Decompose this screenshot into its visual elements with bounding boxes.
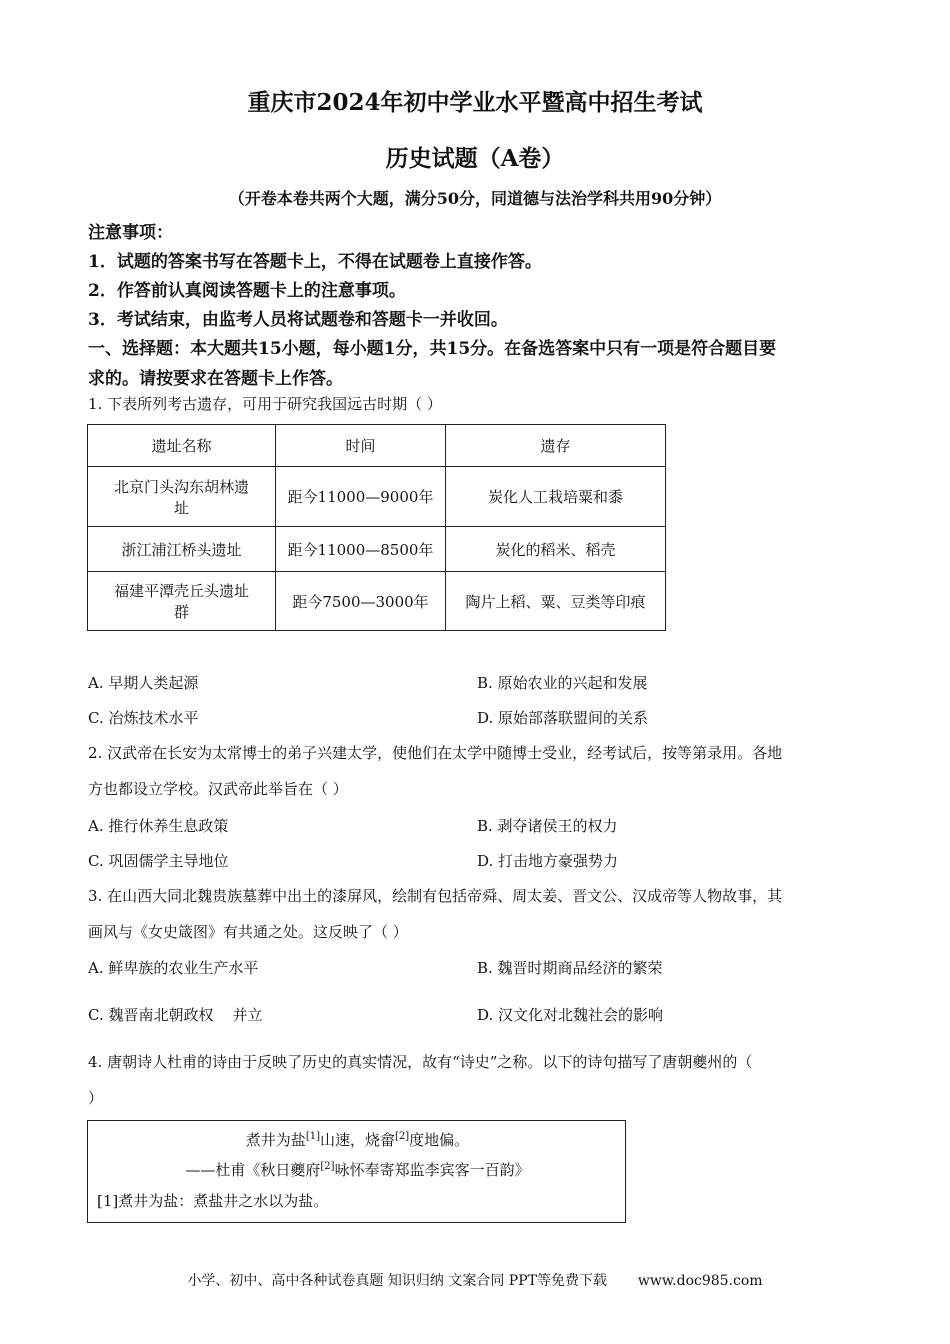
footnote-marker: [2] — [395, 1131, 410, 1142]
q3-option-d: D. 汉文化对北魏社会的影响 — [477, 1006, 664, 1024]
q2-option-a: A. 推行休养生息政策 — [88, 817, 229, 835]
exam-title: 重庆市2024年初中学业水平暨高中招生考试 — [247, 89, 703, 116]
poem-footnote: [1]煮井为盐：煮盐井之水以为盐。 — [97, 1192, 329, 1210]
q3-option-a: A. 鲜卑族的农业生产水平 — [88, 959, 259, 977]
question-3-stem: 3. 在山西大同北魏贵族墓葬中出土的漆屏风，绘制有包括帝舜、周太姜、晋文公、汉成帝等人物故事，其 — [88, 887, 783, 905]
poem-line — [88, 1129, 627, 1150]
question-3-stem-cont: 画风与《女史箴图》有共通之处。这反映了（ ） — [88, 923, 408, 941]
time-cell: 距今11000—9000年 — [276, 467, 446, 527]
poem-source — [88, 1159, 627, 1180]
section-instructions: 一、选择题：本大题共15小题，每小题1分，共15分。在备选答案中只有一项是符合题目要 — [88, 339, 777, 359]
question-2-stem: 2. 汉武帝在长安为太常博士的弟子兴建太学，使他们在太学中随博士受业，经考试后，按等第录用。各地 — [88, 744, 783, 762]
table-row — [88, 527, 666, 572]
exam-subtitle: 历史试题（A卷） — [385, 145, 565, 172]
table-header: 时间 — [276, 425, 446, 467]
poem-source-box — [87, 1120, 626, 1223]
question-4-stem: 4. 唐朝诗人杜甫的诗由于反映了历史的真实情况，故有“诗史”之称。以下的诗句描写了唐朝夔州的（ — [88, 1053, 753, 1071]
q1-option-d: D. 原始部落联盟间的关系 — [477, 709, 649, 727]
time-cell: 距今7500—3000年 — [276, 572, 446, 631]
relic-cell: 炭化的稻米、稻壳 — [446, 527, 666, 572]
table-header-row — [88, 425, 666, 467]
notice-item: 1．试题的答案书写在答题卡上，不得在试题卷上直接作答。 — [88, 252, 542, 272]
footer-site-link[interactable]: www.doc985.com — [637, 1273, 763, 1289]
table-header: 遗存 — [446, 425, 666, 467]
site-name-wrap: 群 — [173, 603, 189, 621]
q1-option-c: C. 冶炼技术水平 — [88, 709, 199, 727]
site-name: 福建平潭壳丘头遗址 — [113, 582, 249, 600]
site-name-cell — [88, 527, 276, 572]
relic-cell: 炭化人工栽培粟和黍 — [446, 467, 666, 527]
q1-option-b: B. 原始农业的兴起和发展 — [477, 674, 648, 692]
q2-option-b: B. 剥夺诸侯王的权力 — [477, 817, 618, 835]
poem-source-text: ——杜甫《秋日夔府 — [185, 1161, 321, 1179]
site-name: 北京门头沟东胡林遗 — [113, 477, 249, 496]
section-instructions-cont: 求的。请按要求在答题卡上作答。 — [88, 369, 343, 389]
time-cell: 距今11000—8500年 — [276, 527, 446, 572]
q2-option-c: C. 巩固儒学主导地位 — [88, 852, 229, 870]
exam-note: （开卷本卷共两个大题，满分50分，同道德与法治学科共用90分钟） — [228, 189, 722, 208]
question-2-stem-cont: 方也都设立学校。汉武帝此举旨在（ ） — [88, 780, 348, 798]
poem-source-text: 咏怀奉寄郑监李宾客一百韵》 — [334, 1161, 530, 1179]
table-row — [88, 467, 666, 527]
notice-item: 2．作答前认真阅读答题卡上的注意事项。 — [88, 281, 406, 301]
site-name: 浙江浦江桥头遗址 — [121, 540, 242, 559]
question-1-stem: 1. 下表所列考古遗存，可用于研究我国远古时期（ ） — [88, 395, 442, 413]
site-name-wrap: 址 — [173, 498, 189, 517]
footnote-marker: [1] — [305, 1131, 320, 1142]
q1-option-a: A. 早期人类起源 — [88, 674, 199, 692]
footer-text: 小学、初中、高中各种试卷真题 知识归纳 文案合同 PPT等免费下载 — [187, 1273, 607, 1289]
notice-item: 3．考试结束，由监考人员将试题卷和答题卡一并收回。 — [88, 310, 508, 330]
site-name-cell — [88, 467, 276, 527]
table-header: 遗址名称 — [88, 425, 276, 467]
relics-table — [87, 424, 666, 631]
q2-option-d: D. 打击地方豪强势力 — [477, 852, 619, 870]
site-name-cell — [88, 572, 276, 631]
page-footer — [0, 1270, 950, 1290]
notices-heading: 注意事项： — [88, 223, 173, 243]
q3-option-c: C. 魏晋南北朝政权 并立 — [88, 1006, 263, 1024]
table-row — [88, 572, 666, 631]
question-4-stem-cont: ） — [88, 1089, 104, 1107]
relic-cell: 陶片上稻、粟、豆类等印痕 — [446, 572, 666, 631]
poem-text: 山速，烧畲 — [319, 1131, 395, 1149]
footnote-marker: [2] — [320, 1161, 335, 1172]
poem-text: 度地偏。 — [409, 1131, 470, 1149]
poem-text: 煮井为盐 — [245, 1131, 306, 1149]
q3-option-b: B. 魏晋时期商品经济的繁荣 — [477, 959, 663, 977]
